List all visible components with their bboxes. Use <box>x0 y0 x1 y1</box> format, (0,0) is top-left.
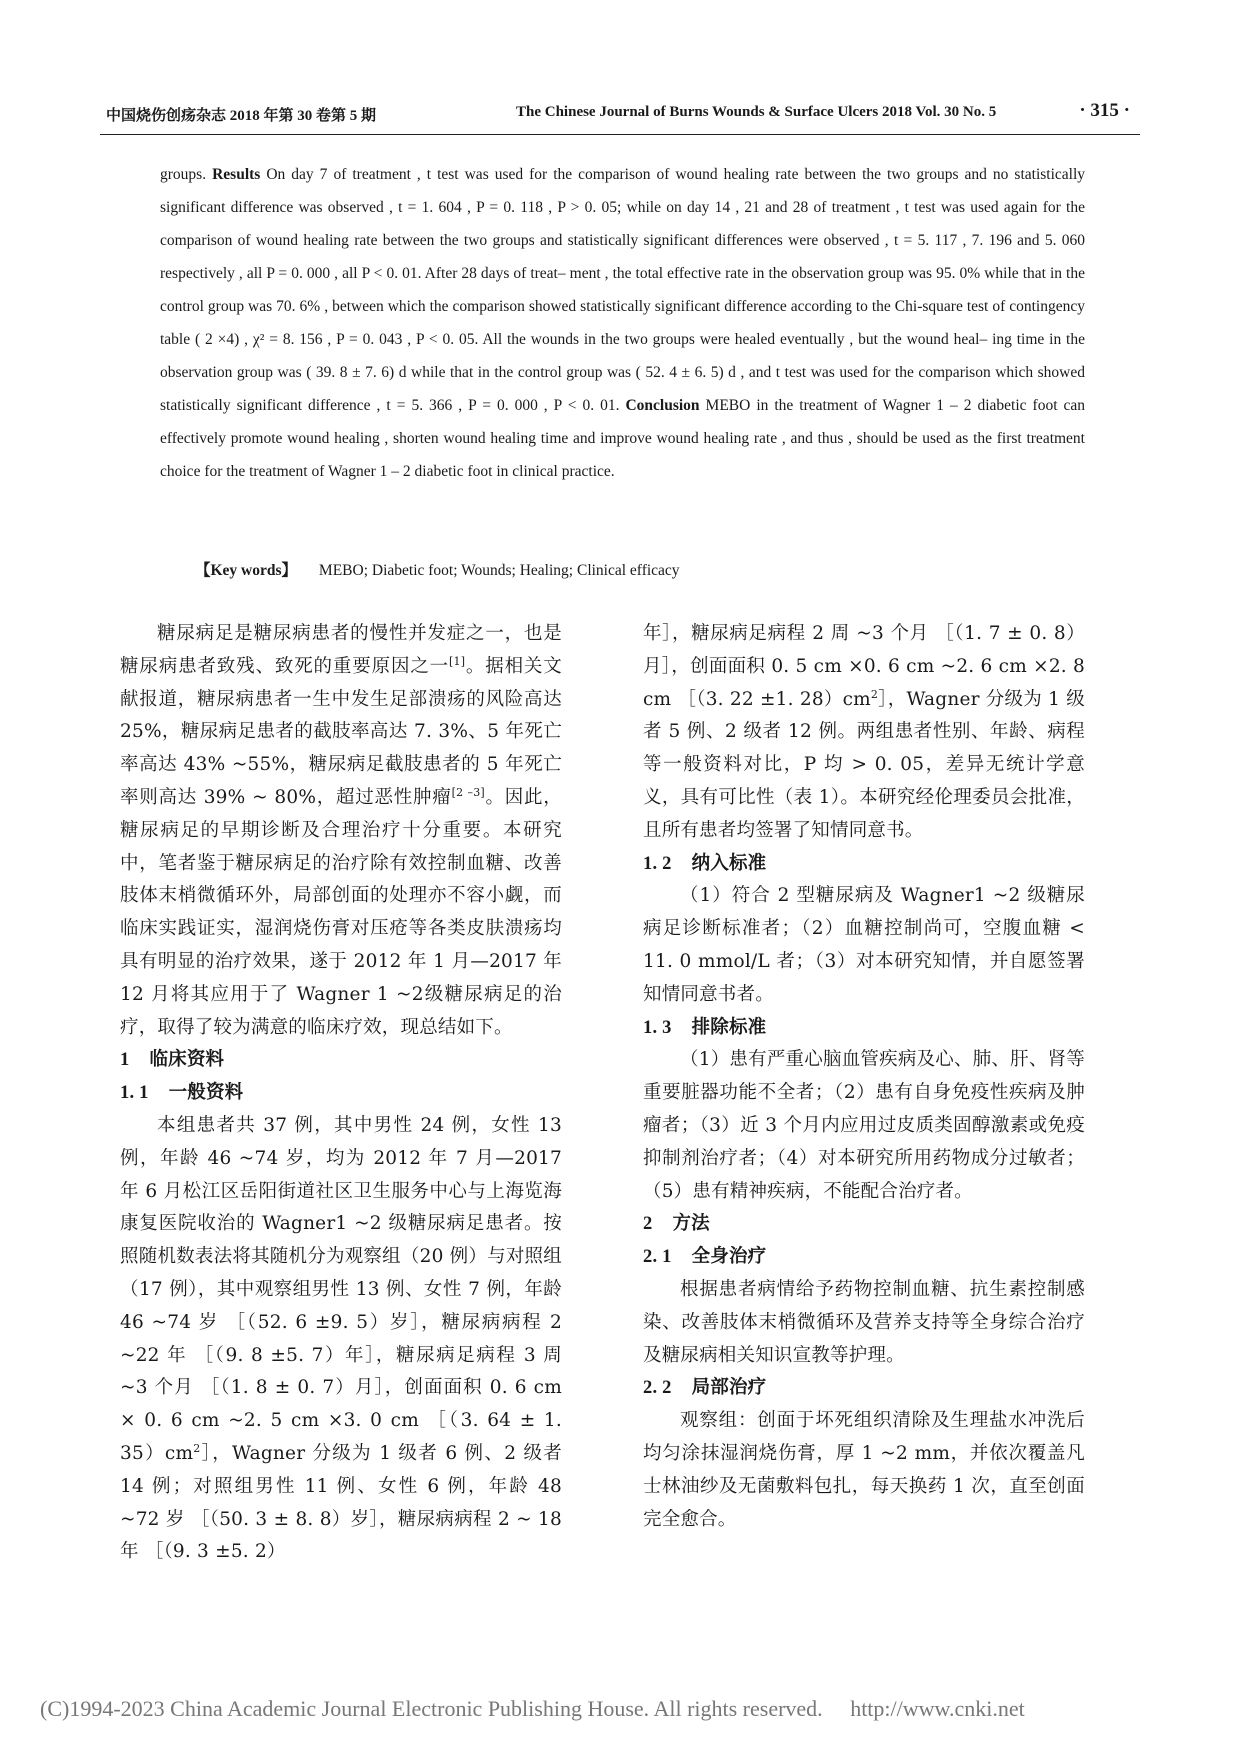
left-column <box>120 618 562 1569</box>
superscript: 2 <box>870 687 879 701</box>
section-title: 方法 <box>672 1213 710 1235</box>
continued-text-2: ］，Wagner 分级为 1 级者 5 例、2 级者 12 例。两组患者性别、年龄、病程等一般资料对比，P 均 > 0. 05，差异无统计学意义，具有可比性（表 1）。本研究经伦理委员会批准，且所有患者均签署了知情同意书。 <box>643 688 1085 841</box>
section-title: 局部治疗 <box>691 1377 767 1399</box>
inclusion-criteria: （1）符合 2 型糖尿病及 Wagner1 ~2 级糖尿病足诊断标准者；（2）血糖控制尚可，空腹血糖 < 11. 0 mmol/L 者；（3）对本研究知情，并自愿签署知情同意书者。 <box>643 885 1085 1005</box>
running-header <box>100 100 1140 135</box>
intro-paragraph <box>120 618 562 1044</box>
results-label: Results <box>212 166 261 183</box>
section-heading-1-2 <box>643 848 1085 881</box>
section-number: 1 <box>120 1050 130 1071</box>
general-data-text-1: 本组患者共 37 例，其中男性 24 例，女性 13 例，年龄 46 ~74 岁，均为 2012 年 7 月—2017 年 6 月松江区岳阳街道社区卫生服务中心与上海览海康复医院收治的 Wagner1 ~2 级糖尿病足患者。按照随机数表法将其随机分为观察组（20 例）与对照组（17 例），其中观察组男性 13 例、女性 7 例，年龄 46 ~74 岁 ［（52. 6 ±9. 5）岁］，糖尿病病程 2 ~22 年 ［（9. 8 ±5. 7）年］，糖尿病足病程 3 周 ~3 个月 ［（1. 8 ± 0. 7）月］，创面面积 0. 6 cm × 0. 6 cm ~2. 5 cm ×3. 0 cm ［（3. 64 ± 1. 35）cm <box>120 1114 562 1464</box>
keywords-label: 【Key words】 <box>195 562 298 579</box>
abstract-intro: groups. <box>160 166 207 183</box>
continued-text-1: 年］，糖尿病足病程 2 周 ~3 个月 ［（1. 7 ± 0. 8）月］，创面面积 0. 5 cm ×0. 6 cm ~2. 6 cm ×2. 8 cm ［（3. 22 ±1. 28）cm <box>643 623 1085 710</box>
citation-1: [1] <box>449 654 466 668</box>
right-column <box>643 618 1085 1536</box>
section-title: 临床资料 <box>149 1049 225 1071</box>
systemic-treatment: 根据患者病情给予药物控制血糖、抗生素控制感染、改善肢体末梢微循环及营养支持等全身综合治疗及糖尿病相关知识宣教等护理。 <box>643 1278 1085 1366</box>
intro-text-1: 糖尿病足是糖尿病患者的慢性并发症之一，也是糖尿病患者致残、致死的重要原因之一 <box>120 623 562 677</box>
keywords-text: MEBO; Diabetic foot; Wounds; Healing; Clinical efficacy <box>318 562 680 579</box>
citation-2-3: [2 –3] <box>451 785 485 799</box>
page-number: · 315 · <box>1079 100 1130 121</box>
section-heading-1-3 <box>643 1012 1085 1045</box>
journal-title-cn: 中国烧伤创疡杂志 2018 年第 30 卷第 5 期 <box>106 108 377 124</box>
copyright-text: (C)1994-2023 China Academic Journal Electronic Publishing House. All rights reserved. <box>40 1696 823 1721</box>
intro-text-2: 。据相关文献报道，糖尿病患者一生中发生足部溃疡的风险高达 25%，糖尿病足患者的截肢率高达 7. 3%、5 年死亡率高达 43% ~55%，糖尿病足截肢患者的 5 年死亡率则高达 39% ~ 80%，超过恶性肿瘤 <box>120 655 562 808</box>
section-heading-1 <box>120 1044 562 1077</box>
section-number: 2. 1 <box>643 1247 672 1268</box>
footer-url[interactable]: http://www.cnki.net <box>850 1696 1025 1721</box>
superscript: 2 <box>193 1441 201 1455</box>
section-title: 纳入标准 <box>691 852 767 874</box>
conclusion-label: Conclusion <box>625 397 700 414</box>
section-number: 1. 1 <box>120 1083 149 1104</box>
section-number: 2 <box>643 1214 653 1235</box>
section-number: 2. 2 <box>643 1378 672 1399</box>
keywords <box>195 556 1095 586</box>
general-data-text-2: ］，Wagner 分级为 1 级者 6 例、2 级者 14 例；对照组男性 11 例、女性 6 例，年龄 48 ~72 岁 ［（50. 3 ± 8. 8）岁］，糖尿病病程 2 ~ 18 年 ［（9. 3 ±5. 2） <box>120 1442 563 1563</box>
copyright-footer <box>40 1696 1200 1722</box>
section-title: 排除标准 <box>691 1016 767 1038</box>
section-heading-2 <box>643 1208 1085 1241</box>
section-title: 一般资料 <box>168 1082 244 1104</box>
section-title: 全身治疗 <box>691 1246 767 1268</box>
journal-title-en: The Chinese Journal of Burns Wounds & Surface Ulcers 2018 Vol. 30 No. 5 <box>516 104 997 120</box>
english-abstract <box>160 158 1085 488</box>
general-data-continued <box>643 618 1085 848</box>
local-treatment: 观察组：创面于坏死组织清除及生理盐水冲洗后均匀涂抹湿润烧伤膏，厚 1 ~2 mm，并依次覆盖凡士林油纱及无菌敷料包扎，每天换药 1 次，直至创面完全愈合。 <box>643 1410 1085 1530</box>
conclusion-text: MEBO in the treatment of Wagner 1 – 2 diabetic foot can effectively promote wound healing , shorten wound healing time and improve wound healing rate , and thus , should be used as the first treatment choice for the treatment of Wagner 1 – 2 diabetic foot in clinical practice. <box>160 397 1086 480</box>
section-heading-1-1 <box>120 1077 562 1110</box>
intro-text-3: 。因此，糖尿病足的早期诊断及合理治疗十分重要。本研究中，笔者鉴于糖尿病足的治疗除有效控制血糖、改善肢体末梢微循环外，局部创面的处理亦不容小觑，而临床实践证实，湿润烧伤膏对压疮等各类皮肤溃疡均具有明显的治疗效果，遂于 2012 年 1 月—2017 年 12 月将其应用于了 Wagner 1 ~2级糖尿病足的治疗，取得了较为满意的临床疗效，现总结如下。 <box>120 786 562 1038</box>
section-number: 1. 2 <box>643 853 672 874</box>
general-data-paragraph <box>120 1110 562 1569</box>
results-text: On day 7 of treatment , t test was used for the comparison of wound healing rate between the two groups and no statistically significant difference was observed , t = 1. 604 , P = 0. 118 , P > 0. 05; while on day 14 , 21 and 28 of treatment , t test was used again for the comparison of wound healing rate between the two groups and statistically significant differences were observed , t = 5. 117 , 7. 196 and 5. 060 respectively , all P = 0. 000 , all P < 0. 01. After 28 days of treat– ment , the total effective rate in the observation group was 95. 0% while that in the control group was 70. 6% , between which the comparison showed statistically significant difference according to the Chi-square test of contingency table ( 2 ×4) , χ² = 8. 156 , P = 0. 043 , P < 0. 05. All the wounds in the two groups were healed eventually , but the wound heal– ing time in the observation group was ( 39. 8 ± 7. 6) d while that in the control group was ( 52. 4 ± 6. 5) d , and t test was used for the comparison which showed statistically significant difference , t = 5. 366 , P = 0. 000 , P < 0. 01. <box>160 166 1086 414</box>
section-heading-2-1 <box>643 1241 1085 1274</box>
section-number: 1. 3 <box>643 1017 672 1038</box>
exclusion-criteria: （1）患有严重心脑血管疾病及心、肺、肝、肾等重要脏器功能不全者；（2）患有自身免疫性疾病及肿瘤者；（3）近 3 个月内应用过皮质类固醇激素或免疫抑制剂治疗者；（4）对本研究所用药物成分过敏者；（5）患有精神疾病，不能配合治疗者。 <box>643 1049 1085 1202</box>
section-heading-2-2 <box>643 1372 1085 1405</box>
